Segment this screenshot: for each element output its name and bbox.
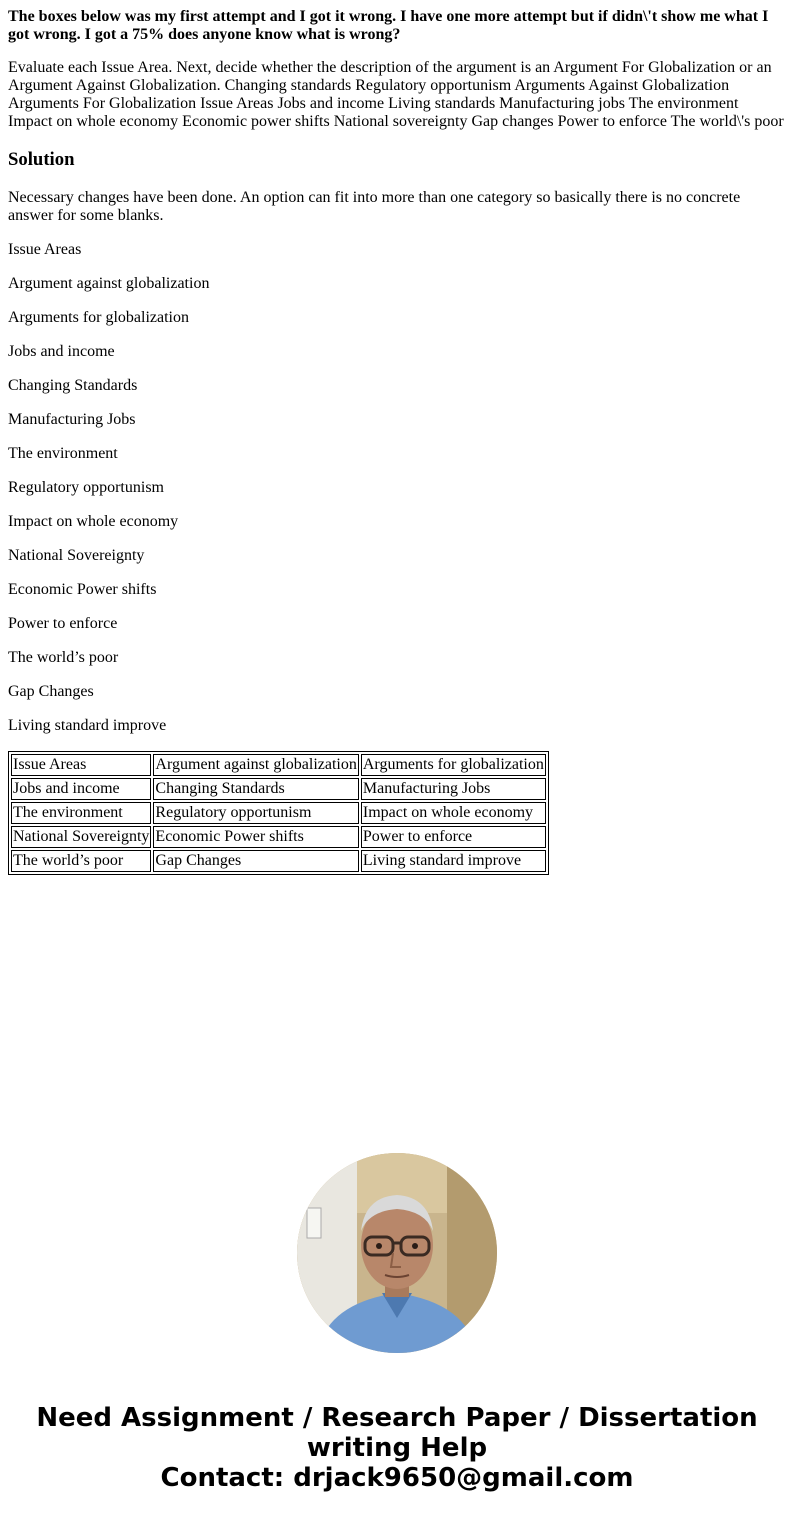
table-cell: Jobs and income	[11, 778, 151, 800]
table-cell: Living standard improve	[361, 850, 546, 872]
question-title: The boxes below was my first attempt and I got it wrong. I have one more attempt but if didn\'t show me what I got wrong. I got a 75% does anyone know what is wrong?	[8, 8, 769, 43]
table-row	[11, 778, 546, 800]
promo-contact: Contact: drjack9650@gmail.com	[160, 1463, 634, 1493]
table-row	[11, 826, 546, 848]
table-row	[11, 850, 546, 872]
table-cell: Gap Changes	[153, 850, 358, 872]
table-cell: The environment	[11, 802, 151, 824]
table-cell: Issue Areas	[11, 754, 151, 776]
promo-line: writing Help	[306, 1433, 488, 1463]
solution-intro: Necessary changes have been done. An option can fit into more than one category so basically there is no concrete answer for some blanks.	[8, 189, 741, 224]
table-cell: Power to enforce	[361, 826, 546, 848]
list-item: National Sovereignty	[8, 547, 145, 564]
table-cell: Manufacturing Jobs	[361, 778, 546, 800]
list-item: Living standard improve	[8, 717, 167, 734]
list-item: The world’s poor	[8, 649, 119, 666]
table-cell: Changing Standards	[153, 778, 358, 800]
solution-heading: Solution	[8, 149, 75, 170]
list-item: Jobs and income	[8, 343, 115, 360]
question-body: Evaluate each Issue Area. Next, decide whether the description of the argument is an Argument For Globalization or an Argument Against Globalization. Changing standards Regulatory opportunism Arguments Against Globalization Arguments For Globalization Issue Areas Jobs and income Living standards Manufacturing jobs The environment Impact on whole economy Economic power shifts National sovereignty Gap changes Power to enforce The world\'s poor	[8, 59, 784, 130]
solution-table	[8, 751, 549, 875]
list-item: Issue Areas	[8, 241, 82, 258]
list-item: Gap Changes	[8, 683, 94, 700]
table-cell: The world’s poor	[11, 850, 151, 872]
table-cell: Arguments for globalization	[361, 754, 546, 776]
list-item: Impact on whole economy	[8, 513, 179, 530]
promo-line: Need Assignment / Research Paper / Dissertation	[36, 1403, 758, 1433]
tutor-avatar	[297, 1153, 497, 1353]
list-item: Economic Power shifts	[8, 581, 157, 598]
table-row	[11, 802, 546, 824]
list-item: Power to enforce	[8, 615, 118, 632]
table-cell: Regulatory opportunism	[153, 802, 358, 824]
table-cell: National Sovereignty	[11, 826, 151, 848]
list-item: Changing Standards	[8, 377, 138, 394]
list-item: The environment	[8, 445, 118, 462]
list-item: Argument against globalization	[8, 275, 210, 292]
table-cell: Economic Power shifts	[153, 826, 358, 848]
list-item: Regulatory opportunism	[8, 479, 164, 496]
list-item: Manufacturing Jobs	[8, 411, 136, 428]
table-row	[11, 754, 546, 776]
solution-list	[8, 241, 786, 735]
table-cell: Impact on whole economy	[361, 802, 546, 824]
tutor-portrait-icon	[297, 1153, 497, 1353]
list-item: Arguments for globalization	[8, 309, 189, 326]
promo-banner	[0, 1403, 794, 1493]
table-cell: Argument against globalization	[153, 754, 358, 776]
